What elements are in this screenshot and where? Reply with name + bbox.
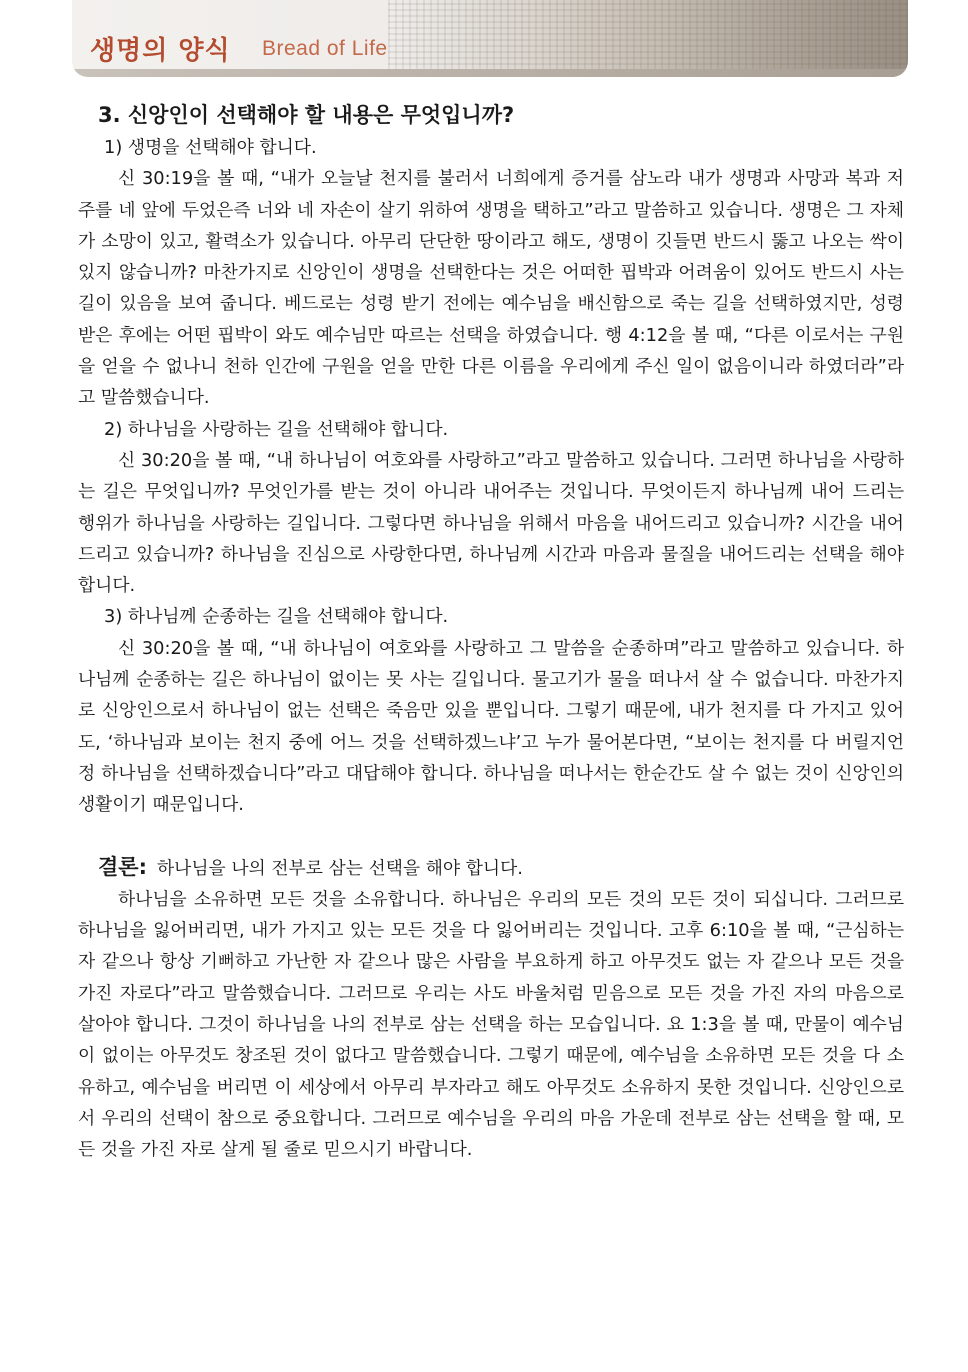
page-subtitle: Bread of Life [262,37,388,60]
banner-bottom-band [72,69,908,77]
header-banner [72,0,908,77]
article-body [78,98,904,1166]
subheading-3: 3) 하나님께 순종하는 길을 선택해야 합니다. [104,606,449,628]
conclusion-label: 결론: [98,854,147,879]
paragraph-1: 신 30:19을 볼 때, “내가 오늘날 천지를 불러서 너희에게 증거를 삼노라 내가 생명과 사망과 복과 저주를 네 앞에 두었은즉 너와 네 자손이 살기 위하여 생명을 택하고”라고 말씀하고 있습니다. 생명은 그 자체가 소망이 있고, 활력소가 있습니다. 아무리 단단한 땅이라고 해도, 생명이 깃들면 반드시 뚫고 나오는 싹이 있지 않습니까? 마찬가지로 신앙인이 생명을 선택한다는 것은 어떠한 핍박과 어려움이 있어도 반드시 사는 길이 있음을 보여 줍니다. 베드로는 성령 받기 전에는 예수님을 배신함으로 죽는 길을 선택하였지만, 성령 받은 후에는 어떤 핍박이 와도 예수님만 따르는 선택을 하였습니다. 행 4:12을 볼 때, “다른 이로서는 구원을 얻을 수 없나니 천하 인간에 구원을 얻을 만한 다른 이름을 우리에게 주신 일이 없음이니라 하였더라”라고 말씀했습니다. [78,168,904,409]
banner-crowd-image [388,0,908,77]
section-heading: 3. 신앙인이 선택해야 할 내용은 무엇입니까? [98,103,515,127]
paragraph-3: 신 30:20을 볼 때, “내 하나님이 여호와를 사랑하고 그 말씀을 순종하며”라고 말씀하고 있습니다. 하나님께 순종하는 길은 하나님이 없이는 못 사는 길입니다. 물고기가 물을 떠나서 살 수 없습니다. 마찬가지로 신앙인으로서 하나님이 없는 선택은 죽음만 있을 뿐입니다. 그렇기 때문에, 내가 천지를 다 가지고 있어도, ‘하나님과 보이는 천지 중에 어느 것을 선택하겠느냐’고 누가 물어본다면, “보이는 천지를 다 버릴지언정 하나님을 선택하겠습니다”라고 대답해야 합니다. 하나님을 떠나서는 한순간도 살 수 없는 것이 신앙인의 생활이기 때문입니다. [78,637,904,816]
conclusion-statement: 하나님을 나의 전부로 삼는 선택을 해야 합니다. [156,857,523,879]
section-spacer [78,821,904,852]
page-title: 생명의 양식 [90,36,231,66]
subheading-2: 2) 하나님을 사랑하는 길을 선택해야 합니다. [104,418,449,440]
conclusion-heading [78,852,904,884]
conclusion-paragraph: 하나님을 소유하면 모든 것을 소유합니다. 하나님은 우리의 모든 것의 모든 것이 되십니다. 그러므로 하나님을 잃어버리면, 내가 가지고 있는 모든 것을 다 잃어버리는 것입니다. 고후 6:10을 볼 때, “근심하는 자 같으나 항상 기뻐하고 가난한 자 같으나 많은 사람을 부요하게 하고 아무것도 없는 자 같으나 모든 것을 가진 자로다”라고 말씀했습니다. 그러므로 우리는 사도 바울처럼 믿음으로 모든 것을 가진 자의 마음으로 살아야 합니다. 그것이 하나님을 나의 전부로 삼는 선택을 하는 모습입니다. 요 1:3을 볼 때, 만물이 예수님이 없이는 아무것도 창조된 것이 없다고 말씀했습니다. 그렇기 때문에, 예수님을 소유하면 모든 것을 다 소유하고, 예수님을 버리면 이 세상에서 아무리 부자라고 해도 아무것도 소유하지 못한 것입니다. 신앙인으로서 우리의 선택이 참으로 중요합니다. 그러므로 예수님을 우리의 마음 가운데 전부로 삼는 선택을 할 때, 모든 것을 가진 자로 살게 될 줄로 믿으시기 바랍니다. [78,888,904,1161]
subheading-1: 1) 생명을 선택해야 합니다. [104,137,317,158]
paragraph-2: 신 30:20을 볼 때, “내 하나님이 여호와를 사랑하고”라고 말씀하고 있습니다. 그러면 하나님을 사랑하는 길은 무엇입니까? 무엇인가를 받는 것이 아니라 내어주는 것입니다. 무엇이든지 하나님께 내어 드리는 행위가 하나님을 사랑하는 길입니다. 그렇다면 하나님을 위해서 마음을 내어드리고 있습니까? 시간을 내어드리고 있습니까? 하나님을 진심으로 사랑한다면, 하나님께 시간과 마음과 물질을 내어드리는 선택을 해야 합니다. [78,449,904,597]
